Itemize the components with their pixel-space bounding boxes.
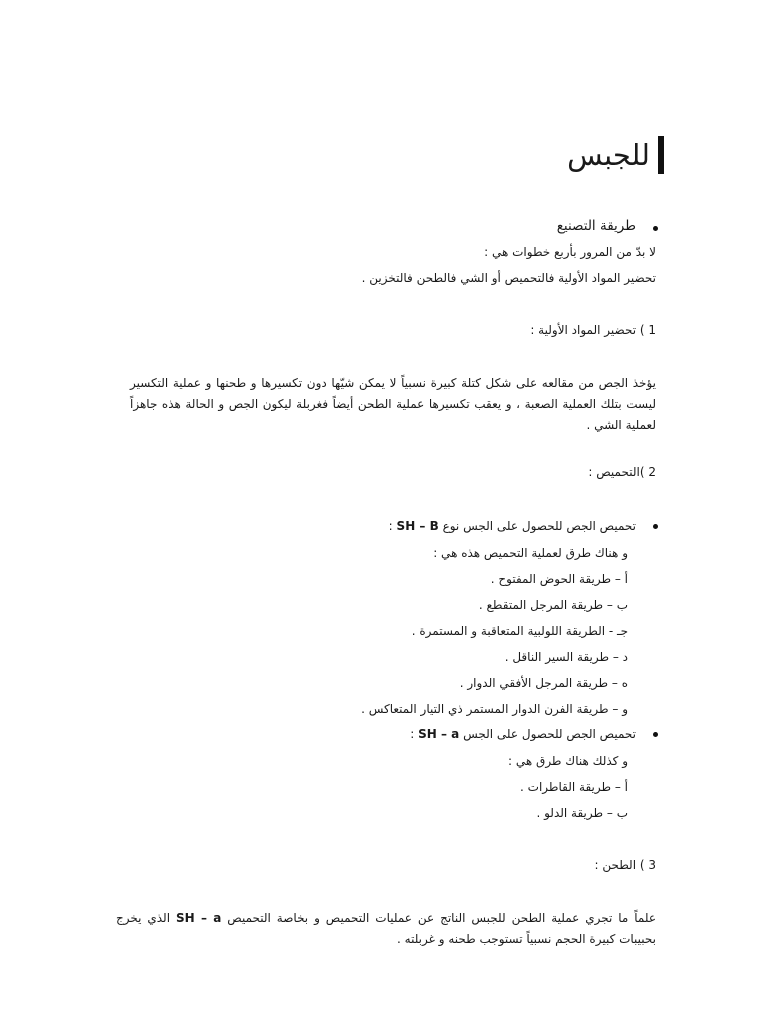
steps-line: تحضير المواد الأولية فالتحميص أو الشي فالطحن فالتخزين . [361, 271, 656, 285]
methods-intro-line-2: و كذلك هناك طرق هي : [508, 754, 628, 768]
gypsum-code-sh-b: SH – B [396, 519, 439, 533]
roasting-type-b-text: تحميص الجص للحصول على الجس نوع [442, 519, 636, 533]
roasting-type-a-text: تحميص الجص للحصول على الجس [463, 727, 636, 741]
method-item: د – طريقة السير الناقل . [504, 650, 628, 664]
method-item: ب – طريقة المرجل المتقطع . [478, 598, 628, 612]
roasting-type-a-colon: : [410, 727, 415, 741]
method-item: أ – طريقة القاطرات . [520, 780, 628, 794]
paragraph-raw-materials: يؤخذ الجص من مقالعه على شكل كتلة كبيرة نسبياً لا يمكن شيّها دون تكسيرها و طحنها و عملية التكسير ليست بتلك العملية الصعبة ، و يعقب تكسيرها عملية الطحن أيضاً فغربلة ليكون الجص و الحالة هذه جاهزاً لعملية الشي . [130, 376, 656, 432]
bullet-icon [653, 226, 658, 231]
method-item: أ – طريقة الحوض المفتوح . [490, 572, 628, 586]
roasting-type-b-line [389, 518, 636, 534]
gypsum-code-sh-a: SH – a [418, 727, 460, 741]
grinding-text-end: الذي يخرج بحبيبات كبيرة الحجم نسبياً تستوجب طحنه و غربلته . [116, 911, 656, 946]
roasting-type-a-line [410, 726, 636, 742]
method-item: ب – طريقة الدلو . [536, 806, 628, 820]
title-bar-decoration [658, 136, 664, 174]
roasting-type-b-colon: : [388, 519, 393, 533]
intro-line: لا بدّ من المرور بأربع خطوات هي : [484, 245, 656, 259]
method-item: جـ - الطريقة اللولبية المتعاقبة و المستمرة . [411, 624, 628, 638]
bullet-icon [653, 524, 658, 529]
heading-raw-materials: 1 ) تحضير المواد الأولية : [530, 323, 656, 337]
section-heading-manufacturing: طريقة التصنيع [556, 218, 636, 234]
paragraph-grinding [116, 908, 656, 950]
page-title: للجبس [567, 138, 650, 172]
methods-intro-line: و هناك طرق لعملية التحميص هذه هي : [433, 546, 628, 560]
method-item: و – طريقة الفرن الدوار المستمر ذي التيار المتعاكس . [361, 702, 628, 716]
method-item: ه – طريقة المرجل الأفقي الدوار . [459, 676, 628, 690]
heading-roasting: 2 )التحميص : [588, 465, 656, 479]
bullet-icon [653, 732, 658, 737]
gypsum-code-sh-a-grinding: SH – a [175, 911, 222, 925]
grinding-text-start: علماً ما تجري عملية الطحن للجبس الناتج عن عمليات التحميص و بخاصة التحميص [227, 911, 656, 925]
heading-grinding: 3 ) الطحن : [594, 858, 656, 872]
